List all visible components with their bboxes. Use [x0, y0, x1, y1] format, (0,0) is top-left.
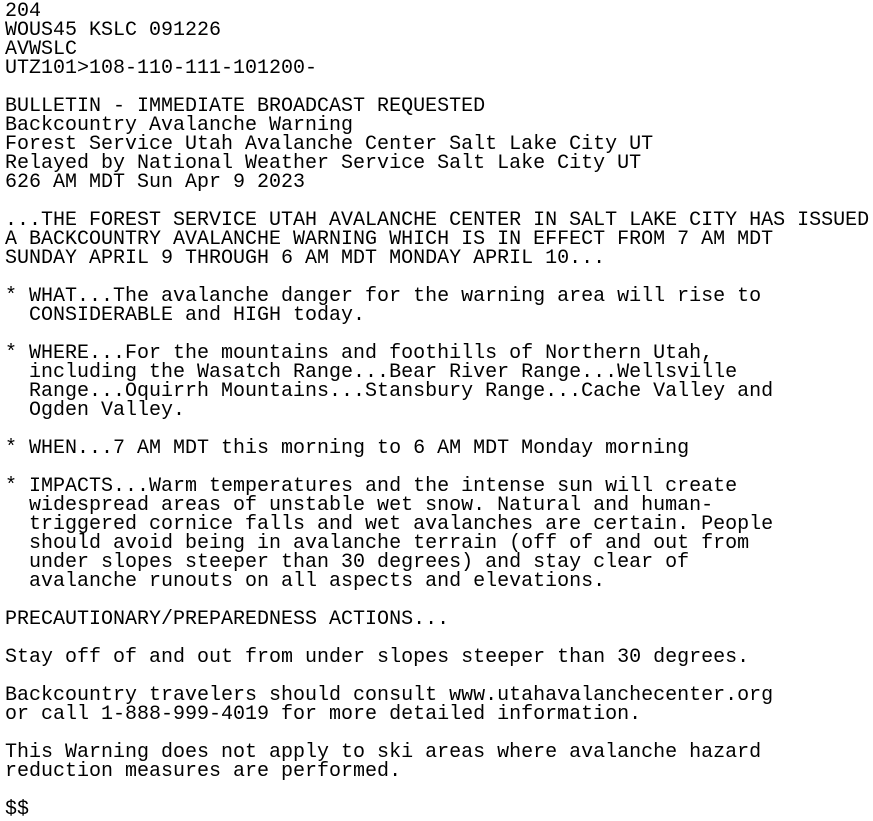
- where-line: including the Wasatch Range...Bear River Range...Wellsville: [5, 361, 738, 384]
- when-line: * WHEN...7 AM MDT this morning to 6 AM MDT Monday morning: [5, 437, 690, 460]
- terminator: $$: [5, 798, 30, 821]
- headline-line: ...THE FOREST SERVICE UTAH AVALANCHE CENTER IN SALT LAKE CITY HAS ISSUED: [5, 209, 870, 232]
- product-title: Backcountry Avalanche Warning: [5, 114, 354, 137]
- uac-website-link[interactable]: www.utahavalanchecenter.org: [449, 684, 774, 707]
- where-line: Ogden Valley.: [5, 399, 186, 422]
- headline-line: SUNDAY APRIL 9 THROUGH 6 AM MDT MONDAY APRIL 10...: [5, 247, 606, 270]
- relay-line: Relayed by National Weather Service Salt Lake City UT: [5, 152, 642, 175]
- header-line: 204: [5, 0, 42, 23]
- impacts-line: triggered cornice falls and wet avalanches are certain. People: [5, 513, 774, 536]
- phone-line: or call 1-888-999-4019 for more detailed information.: [5, 703, 642, 726]
- headline-line: A BACKCOUNTRY AVALANCHE WARNING WHICH IS IN EFFECT FROM 7 AM MDT: [5, 228, 774, 251]
- precautions-heading: PRECAUTIONARY/PREPAREDNESS ACTIONS...: [5, 608, 450, 631]
- bulletin-flag: BULLETIN - IMMEDIATE BROADCAST REQUESTED: [5, 95, 486, 118]
- what-line: CONSIDERABLE and HIGH today.: [5, 304, 366, 327]
- ski-areas-line: This Warning does not apply to ski areas where avalanche hazard: [5, 741, 762, 764]
- impacts-line: widespread areas of unstable wet snow. Natural and human-: [5, 494, 714, 517]
- issuer-line: Forest Service Utah Avalanche Center Salt Lake City UT: [5, 133, 654, 156]
- impacts-line: avalanche runouts on all aspects and elevations.: [5, 570, 606, 593]
- consult-text: Backcountry travelers should consult: [5, 684, 450, 707]
- issued-time: 626 AM MDT Sun Apr 9 2023: [5, 171, 306, 194]
- impacts-line: * IMPACTS...Warm temperatures and the intense sun will create: [5, 475, 738, 498]
- blank-line: [5, 781, 873, 800]
- header-line: WOUS45 KSLC 091226: [5, 19, 222, 42]
- header-line: AVWSLC: [5, 38, 78, 61]
- impacts-line: under slopes steeper than 30 degrees) and stay clear of: [5, 551, 690, 574]
- zone-codes: UTZ101>108-110-111-101200-: [5, 57, 318, 80]
- where-line: * WHERE...For the mountains and foothills of Northern Utah,: [5, 342, 714, 365]
- where-line: Range...Oquirrh Mountains...Stansbury Range...Cache Valley and: [5, 380, 774, 403]
- impacts-line: should avoid being in avalanche terrain (off of and out from: [5, 532, 750, 555]
- precautions-line: Stay off of and out from under slopes steeper than 30 degrees.: [5, 646, 750, 669]
- what-line: * WHAT...The avalanche danger for the warning area will rise to: [5, 285, 762, 308]
- ski-areas-line: reduction measures are performed.: [5, 760, 402, 783]
